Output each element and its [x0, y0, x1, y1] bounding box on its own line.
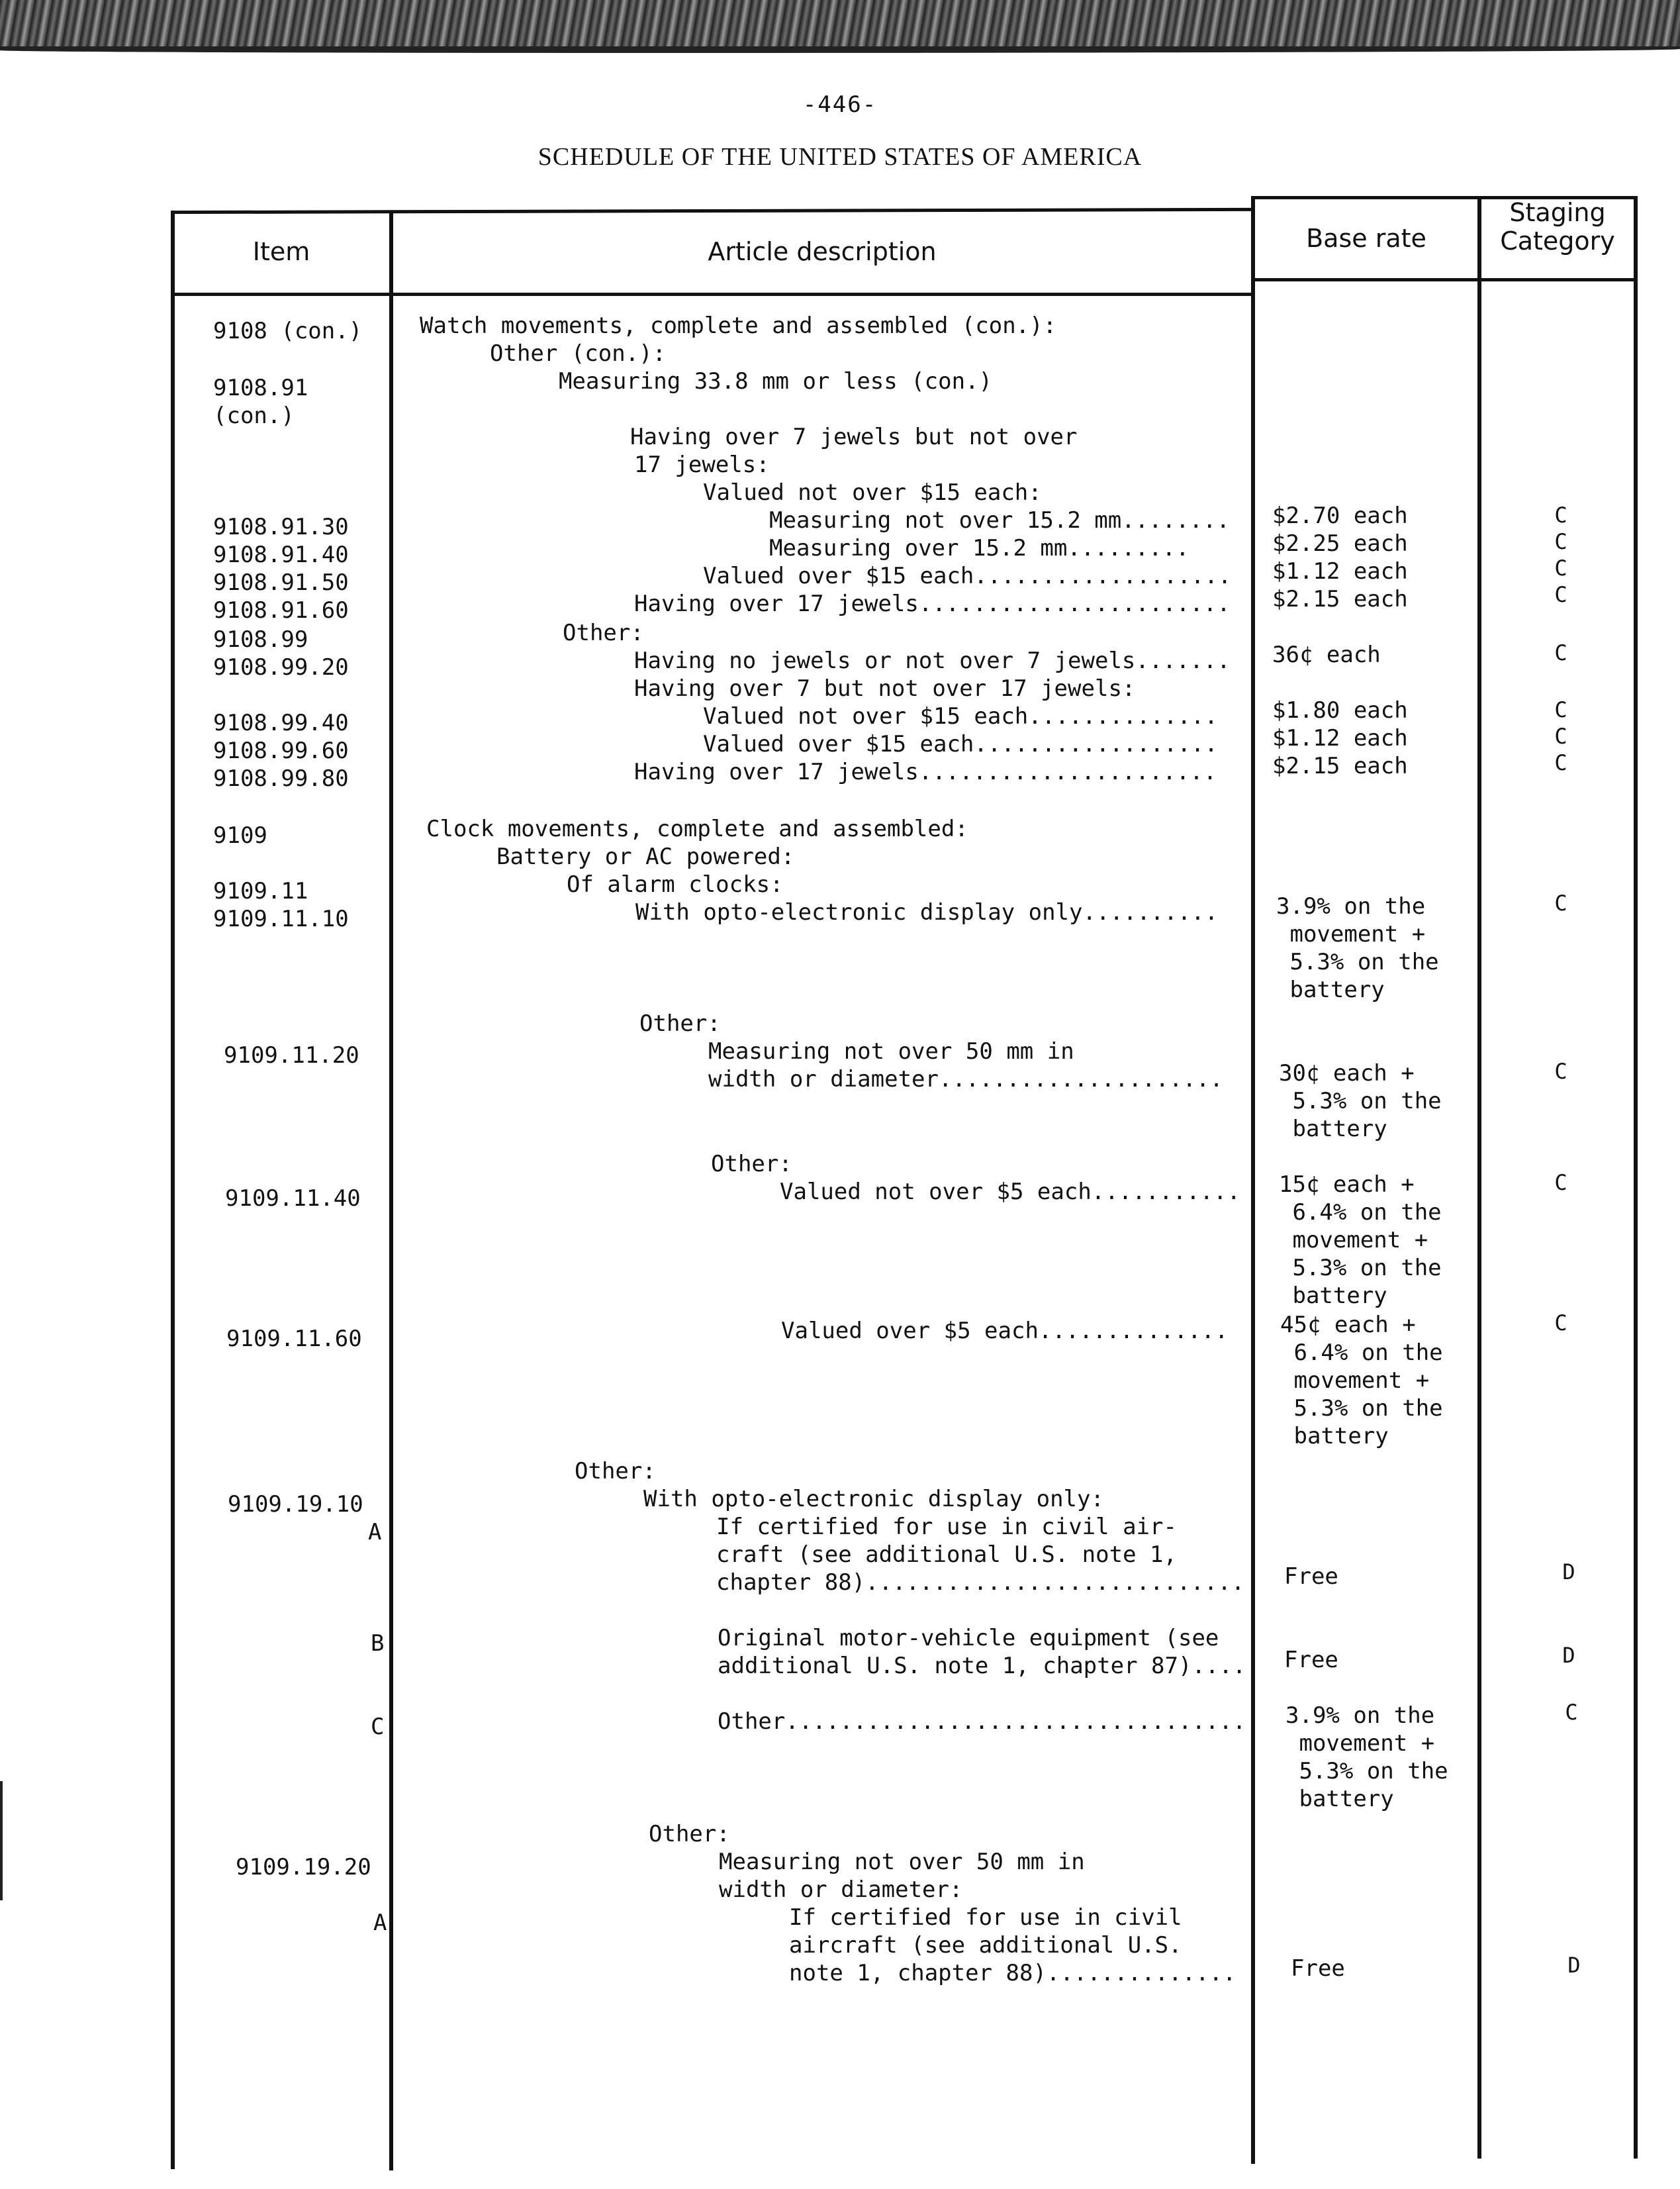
staging-category: D [1562, 1643, 1575, 1668]
description-line: Other: [639, 1010, 721, 1037]
description-line: additional U.S. note 1, chapter 87).... [718, 1653, 1246, 1679]
description-line: Of alarm clocks: [567, 871, 784, 898]
item-desc-divider [389, 211, 393, 2170]
item-code: 9109.11.40 [225, 1185, 361, 1212]
base-rate: 3.9% on the movement + 5.3% on the battery [1285, 1702, 1448, 1812]
base-rate: $1.12 each [1272, 558, 1408, 585]
description-line: aircraft (see additional U.S. [789, 1932, 1182, 1959]
description-line: Clock movements, complete and assembled: [426, 816, 968, 842]
base-rate: 45¢ each + 6.4% on the movement + 5.3% on the battery [1280, 1312, 1443, 1449]
description-line: Other: [575, 1458, 656, 1484]
item-code: 9108.91.50 [213, 569, 349, 596]
description-line: Valued over $5 each.............. [781, 1318, 1229, 1344]
table-right-border [1634, 196, 1638, 2159]
description-line: Watch movements, complete and assembled (con.): [420, 313, 1057, 339]
item-subcode: B [371, 1630, 385, 1657]
item-code: 9108.99.20 [213, 654, 349, 681]
description-line: With opto-electronic display only: [643, 1486, 1104, 1512]
description-line: Measuring 33.8 mm or less (con.) [559, 368, 993, 395]
item-subcode: C [371, 1714, 385, 1740]
header-bottom-rule-right [1251, 278, 1635, 281]
scan-edge-mark [0, 1781, 3, 1900]
description-line: Valued not over $5 each........... [780, 1179, 1240, 1205]
base-rate: Free [1291, 1955, 1345, 1982]
column-header-description: Article description [708, 236, 937, 266]
item-subcode: A [368, 1519, 382, 1545]
staging-category: C [1554, 750, 1567, 775]
desc-rate-divider [1251, 199, 1255, 2164]
column-header-staging-line1: Staging [1509, 198, 1606, 228]
item-code: 9109.19.20 [236, 1854, 371, 1880]
item-code: 9108.99.40 [213, 710, 349, 736]
description-line: width or diameter..................... [708, 1066, 1223, 1093]
description-line: 17 jewels: [634, 452, 770, 478]
description-line: chapter 88)............................ [716, 1569, 1245, 1596]
scan-edge [0, 0, 1680, 48]
page-title: SCHEDULE OF THE UNITED STATES OF AMERICA [537, 143, 1143, 171]
item-code: 9108.91.30 [213, 514, 349, 540]
staging-category: C [1554, 529, 1567, 554]
description-line: craft (see additional U.S. note 1, [716, 1541, 1177, 1568]
item-subcode: A [373, 1910, 387, 1936]
item-code: 9109.11.60 [226, 1326, 362, 1352]
header-bottom-rule [171, 293, 1251, 296]
description-line: Other.................................. [718, 1708, 1246, 1735]
staging-category: C [1554, 724, 1567, 749]
staging-category: C [1554, 891, 1567, 916]
item-code: 9108.99.60 [213, 738, 349, 764]
base-rate: $2.25 each [1272, 530, 1408, 557]
item-code: 9108.99 [213, 626, 308, 653]
base-rate: 36¢ each [1272, 642, 1381, 668]
staging-category: C [1554, 503, 1567, 528]
rate-staging-divider [1477, 196, 1481, 2159]
column-header-staging [1481, 191, 1634, 264]
staging-category: C [1554, 1059, 1567, 1084]
base-rate: 3.9% on the movement + 5.3% on the battery [1276, 893, 1439, 1003]
description-line: Having no jewels or not over 7 jewels....... [634, 648, 1231, 674]
item-code: 9108.91 [213, 375, 308, 401]
description-line: Other (con.): [490, 340, 667, 367]
table-left-border [171, 211, 175, 2169]
description-line: Original motor-vehicle equipment (see [718, 1625, 1219, 1651]
description-line: Valued not over $15 each: [703, 479, 1042, 506]
description-line: Valued not over $15 each.............. [703, 703, 1218, 730]
item-code: 9108.91.40 [213, 542, 349, 568]
item-code: 9108.99.80 [213, 765, 349, 792]
item-code: 9109.11.20 [224, 1042, 359, 1069]
description-line: Having over 17 jewels....................... [634, 591, 1231, 617]
base-rate: $2.70 each [1272, 503, 1408, 529]
description-line: Valued over $15 each.................. [703, 731, 1218, 757]
staging-category: C [1554, 640, 1567, 665]
staging-category: D [1567, 1953, 1581, 1978]
column-header-item: Item [252, 236, 310, 266]
staging-category: C [1554, 1310, 1567, 1336]
item-code: 9109 [213, 822, 267, 849]
item-code: 9109.19.10 [228, 1491, 363, 1518]
staging-category: C [1554, 697, 1567, 722]
description-line: Measuring over 15.2 mm......... [769, 535, 1190, 561]
column-header-rate: Base rate [1306, 223, 1426, 253]
description-line: Other: [563, 620, 644, 646]
base-rate: 15¢ each + 6.4% on the movement + 5.3% on the battery [1279, 1171, 1442, 1309]
description-line: Other: [649, 1821, 730, 1847]
base-rate: $1.80 each [1272, 697, 1408, 724]
description-line: Valued over $15 each................... [703, 563, 1232, 589]
base-rate: 30¢ each + 5.3% on the battery [1279, 1060, 1442, 1142]
description-line: width or diameter: [719, 1876, 963, 1903]
staging-category: C [1554, 1170, 1567, 1195]
staging-category: D [1562, 1559, 1575, 1584]
staging-category: C [1554, 556, 1567, 581]
description-line: Battery or AC powered: [496, 844, 795, 870]
staging-category: C [1554, 582, 1567, 607]
item-code: (con.) [213, 403, 295, 429]
item-code: 9108 (con.) [213, 318, 363, 344]
base-rate: Free [1284, 1647, 1338, 1673]
page-number: -446- [802, 91, 878, 118]
item-code: 9108.91.60 [213, 597, 349, 624]
description-line: Having over 7 but not over 17 jewels: [634, 675, 1136, 702]
item-code: 9109.11.10 [213, 906, 349, 932]
description-line: Measuring not over 50 mm in [708, 1038, 1074, 1065]
description-line: note 1, chapter 88).............. [789, 1960, 1237, 1986]
description-line: If certified for use in civil air- [716, 1514, 1177, 1540]
description-line: With opto-electronic display only.......... [635, 899, 1219, 926]
column-header-staging-line2: Category [1500, 226, 1615, 256]
base-rate: $2.15 each [1272, 753, 1408, 779]
item-code: 9109.11 [213, 878, 308, 904]
base-rate: $1.12 each [1272, 725, 1408, 752]
description-line: Measuring not over 50 mm in [719, 1849, 1085, 1875]
base-rate: Free [1284, 1563, 1338, 1590]
description-line: If certified for use in civil [789, 1904, 1182, 1931]
description-line: Measuring not over 15.2 mm........ [769, 507, 1230, 534]
description-line: Having over 7 jewels but not over [630, 424, 1078, 450]
base-rate: $2.15 each [1272, 586, 1408, 612]
description-line: Other: [711, 1151, 792, 1177]
staging-category: C [1565, 1700, 1578, 1725]
description-line: Having over 17 jewels...................... [634, 759, 1217, 785]
